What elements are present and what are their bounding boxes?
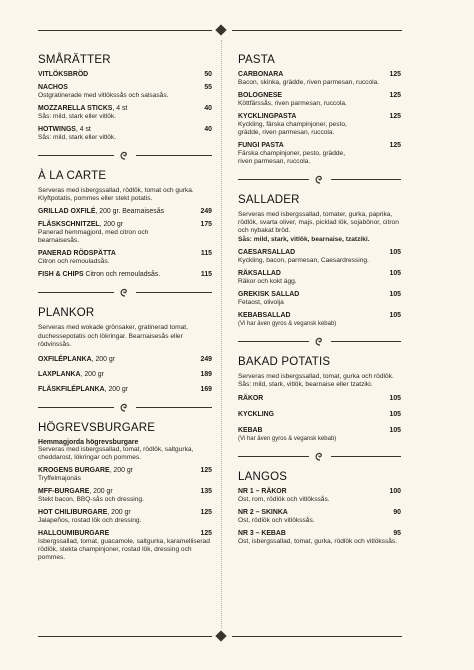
- item-name: GRILLAD OXFILÉ: [38, 208, 96, 216]
- item-price: 125: [200, 467, 212, 475]
- item-name: RÄKOR: [238, 395, 264, 403]
- menu-item: [238, 530, 401, 546]
- column-divider: [221, 40, 222, 628]
- item-note: , 200 gr: [109, 467, 133, 475]
- item-description: Ostgratinerade med vitlökssås och salsasås.: [38, 92, 169, 99]
- section-plankor: [38, 307, 212, 394]
- section-bakad-potatis: [238, 356, 401, 443]
- item-price: 125: [389, 92, 401, 99]
- menu-item: [238, 291, 401, 307]
- menu-item: [38, 221, 212, 245]
- section-pasta: [238, 54, 401, 166]
- menu-item: [38, 84, 212, 100]
- item-note: , 4 st: [75, 126, 91, 133]
- menu-item: [38, 386, 212, 394]
- item-description: Sås: mild, stark eller vitlök.: [38, 113, 117, 120]
- section-burgare: [38, 422, 212, 562]
- item-price: 249: [200, 208, 212, 216]
- item-name: HALLOUMIBURGARE: [38, 530, 110, 538]
- menu-item: [238, 142, 401, 166]
- item-note: , 200 gr: [107, 509, 131, 517]
- item-description: Kyckling, färska champinjoner, pesto, grädde, riven parmesan, ruccola.: [238, 121, 347, 136]
- item-note: , 200 gr. Bearnaisesås: [95, 208, 164, 216]
- swirl-icon: [119, 401, 131, 413]
- section-description: Serveras med isbergssallad, tomater, gurka, paprika, rödlök, svarta oliver, majs, picklad lök, sojabönor, citron och nybakat bröd.: [238, 211, 399, 235]
- item-note: , 200 gr: [91, 356, 115, 364]
- menu-item: [238, 411, 401, 419]
- item-name: KYCKLINGPASTA: [238, 113, 297, 120]
- item-price: 115: [200, 250, 212, 258]
- item-name: FLÄSKFILÉPLANKA: [38, 386, 105, 394]
- menu-item: [238, 395, 401, 403]
- section-divider: [38, 148, 212, 162]
- menu-item: [238, 249, 401, 265]
- item-price: 105: [389, 427, 401, 435]
- item-name: KEBABSALLAD: [238, 311, 291, 319]
- item-name: NR 2 – SKINKA: [238, 509, 288, 517]
- menu-item: [238, 488, 401, 504]
- item-name: NACHOS: [38, 84, 68, 91]
- section-sauce-note: Sås: mild, stark, vitlök, bearnaise, tzatziki.: [238, 235, 370, 243]
- item-price: 125: [389, 71, 401, 78]
- section-title: LANGOS: [238, 471, 288, 484]
- item-price: 90: [393, 509, 401, 517]
- menu-item: [38, 105, 212, 121]
- section-title: PASTA: [238, 54, 275, 66]
- section-title: SMÅRÄTTER: [38, 54, 111, 66]
- item-description: Ost, isbergssallad, tomat, gurka, rödlök och vitlökssås.: [238, 538, 398, 546]
- item-price: 100: [389, 488, 401, 496]
- section-divider: [238, 334, 401, 348]
- item-note: Citron och remouladsås.: [83, 271, 161, 279]
- section-smaratter: [38, 54, 212, 142]
- item-description: Kyckling, bacon, parmesan, Caesardressing.: [238, 256, 369, 264]
- item-price: 105: [389, 248, 401, 256]
- menu-item: [238, 71, 401, 87]
- item-description: Panerad hemmagjord, med citron och bearnaisesås.: [38, 229, 149, 245]
- menu-item: [238, 427, 401, 443]
- item-note: , 4 st: [112, 105, 128, 112]
- menu-item: [238, 312, 401, 328]
- item-price: 95: [393, 530, 401, 538]
- bottom-border: [38, 636, 212, 637]
- item-name: NR 1 – RÄKOR: [238, 488, 287, 496]
- item-name: HOT CHILIBURGARE: [38, 509, 108, 517]
- item-price: 105: [389, 395, 401, 403]
- menu-item: [238, 270, 401, 286]
- menu-item: [38, 208, 212, 216]
- swirl-icon: [314, 450, 326, 462]
- section-title: PLANKOR: [38, 307, 95, 320]
- item-name: BOLOGNESE: [238, 92, 283, 99]
- menu-item: [38, 467, 212, 483]
- item-description: Bacon, skinka, grädde, riven parmesan, ruccola.: [238, 79, 380, 86]
- section-divider: [38, 285, 212, 299]
- section-langos: [238, 471, 401, 546]
- item-description: Tryffelmajonäs: [38, 475, 81, 483]
- left-column: [38, 38, 212, 562]
- top-border: [38, 30, 212, 31]
- item-description: Färska champinjoner, pesto, grädde, riven parmesan, ruccola.: [238, 150, 346, 165]
- section-sallader: [238, 194, 401, 328]
- item-name: CARBONARA: [238, 71, 284, 78]
- swirl-icon: [314, 173, 326, 185]
- menu-item: [38, 356, 212, 364]
- item-price: 125: [389, 142, 401, 149]
- item-price: 55: [204, 84, 212, 91]
- item-description: Räkor och kokt ägg.: [238, 277, 297, 285]
- item-note: , 200 gr: [80, 371, 104, 379]
- item-price: 105: [389, 311, 401, 319]
- item-name: KEBAB: [238, 427, 263, 435]
- section-description: Serveras med wokade grönsaker, gratinerad tomat, duchessepotatis och lökringar. Bearnaisesås eller rödvinssås.: [38, 324, 188, 348]
- section-divider: [238, 449, 401, 463]
- item-price: 40: [204, 105, 212, 112]
- item-name: MFF-BURGARE: [38, 488, 90, 496]
- item-note: , 200 gr: [99, 221, 124, 229]
- menu-item: [38, 271, 212, 279]
- right-column: [238, 38, 401, 546]
- item-name: FUNGI PASTA: [238, 142, 284, 149]
- bottom-diamond: [215, 630, 226, 641]
- item-name: VITLÖKSBRÖD: [38, 71, 89, 78]
- section-divider: [38, 400, 212, 414]
- swirl-icon: [119, 286, 131, 298]
- item-name: KROGENS BURGARE: [38, 467, 110, 475]
- swirl-icon: [119, 149, 131, 161]
- section-title: À LA CARTE: [38, 170, 107, 182]
- top-diamond: [215, 24, 226, 35]
- item-price: 125: [200, 530, 212, 538]
- item-price: 105: [389, 411, 401, 419]
- section-alacarte: [38, 170, 212, 279]
- item-price: 105: [389, 269, 401, 277]
- item-description: Jalapeños, rostad lök och dressing.: [38, 517, 142, 525]
- menu-item: [38, 71, 212, 79]
- item-note: , 200 gr: [104, 386, 128, 394]
- item-name: HOTWINGS: [38, 126, 76, 133]
- item-name: RÄKSALLAD: [238, 269, 281, 277]
- item-price: 189: [200, 371, 212, 379]
- item-description: Fetaost, olivolja: [238, 298, 284, 306]
- item-name: GREKISK SALLAD: [238, 290, 300, 298]
- item-name: KYCKLING: [238, 411, 274, 419]
- item-price: 175: [200, 221, 212, 229]
- item-name: MOZZARELLA STICKS: [38, 105, 113, 112]
- menu-item: [238, 113, 401, 137]
- item-price: 50: [204, 71, 212, 78]
- item-description: (Vi har även gyros & vegansk kebab): [238, 320, 337, 327]
- item-price: 125: [200, 509, 212, 517]
- item-name: NR 3 – KEBAB: [238, 530, 286, 538]
- item-description: Isbergssallad, tomat, guacamole, saltgurka, karamelliserad rödlök, stekta champinjoner, rostad lök, dressing och pommes.: [38, 538, 210, 562]
- item-name: PANERAD RÖDSPÄTTA: [38, 250, 116, 258]
- item-note: , 200 gr: [89, 488, 113, 496]
- section-description: Serveras med isbergssallad, tomat, gurka och rödlök. Sås: mild, stark, vitlök, bearnaise eller tzatziki.: [238, 372, 394, 389]
- item-description: Sås: mild, stark eller vitlök.: [38, 134, 117, 141]
- item-description: Ost, rom, rödlök och vitlökssås.: [238, 496, 330, 504]
- item-price: 135: [200, 488, 212, 496]
- item-name: FLÄSKSCHNITZEL: [38, 221, 100, 229]
- item-description: Stekt bacon, BBQ-sås och dressing.: [38, 496, 144, 504]
- section-title: SALLADER: [238, 194, 300, 206]
- item-price: 40: [204, 126, 212, 133]
- item-price: 125: [389, 113, 401, 120]
- section-title: BAKAD POTATIS: [238, 355, 331, 368]
- section-divider: [238, 172, 401, 186]
- section-description: Serveras med isbergssallad, tomat, rödlök, saltgurka, cheddarost, lökringar och pommes.: [38, 446, 194, 462]
- swirl-icon: [314, 335, 326, 347]
- top-border-right: [232, 30, 402, 31]
- item-name: FISH & CHIPS: [38, 271, 84, 279]
- menu-item: [38, 126, 212, 142]
- menu-item: [38, 488, 212, 504]
- item-description: Citron och remouladsås.: [38, 258, 110, 266]
- menu-item: [38, 371, 212, 379]
- item-description: Ost, rödlök och vitlökssås.: [238, 517, 315, 525]
- item-price: 105: [389, 290, 401, 298]
- item-description: (Vi har även gyros & vegansk kebab): [238, 436, 337, 443]
- item-name: OXFILÉPLANKA: [38, 356, 92, 364]
- item-price: 115: [200, 271, 212, 279]
- section-subheading: Hemmagjorda högrevsburgare: [38, 439, 139, 447]
- item-price: 169: [200, 386, 212, 394]
- menu-item: [38, 509, 212, 525]
- menu-item: [238, 509, 401, 525]
- menu-item: [238, 92, 401, 108]
- item-price: 249: [200, 356, 212, 364]
- item-description: Köttfärssås, riven parmesan, ruccola.: [238, 100, 347, 107]
- section-title: HÖGREVSBURGARE: [38, 422, 156, 435]
- item-name: CAESARSALLAD: [238, 248, 296, 256]
- item-name: LAXPLANKA: [38, 371, 81, 379]
- menu-item: [38, 530, 212, 562]
- bottom-border-right: [232, 636, 402, 637]
- section-description: Serveras med isbergssallad, rödlök, tomat och gurka. Klyftpotatis, pommes eller stekt potatis.: [38, 187, 194, 203]
- menu-item: [38, 250, 212, 266]
